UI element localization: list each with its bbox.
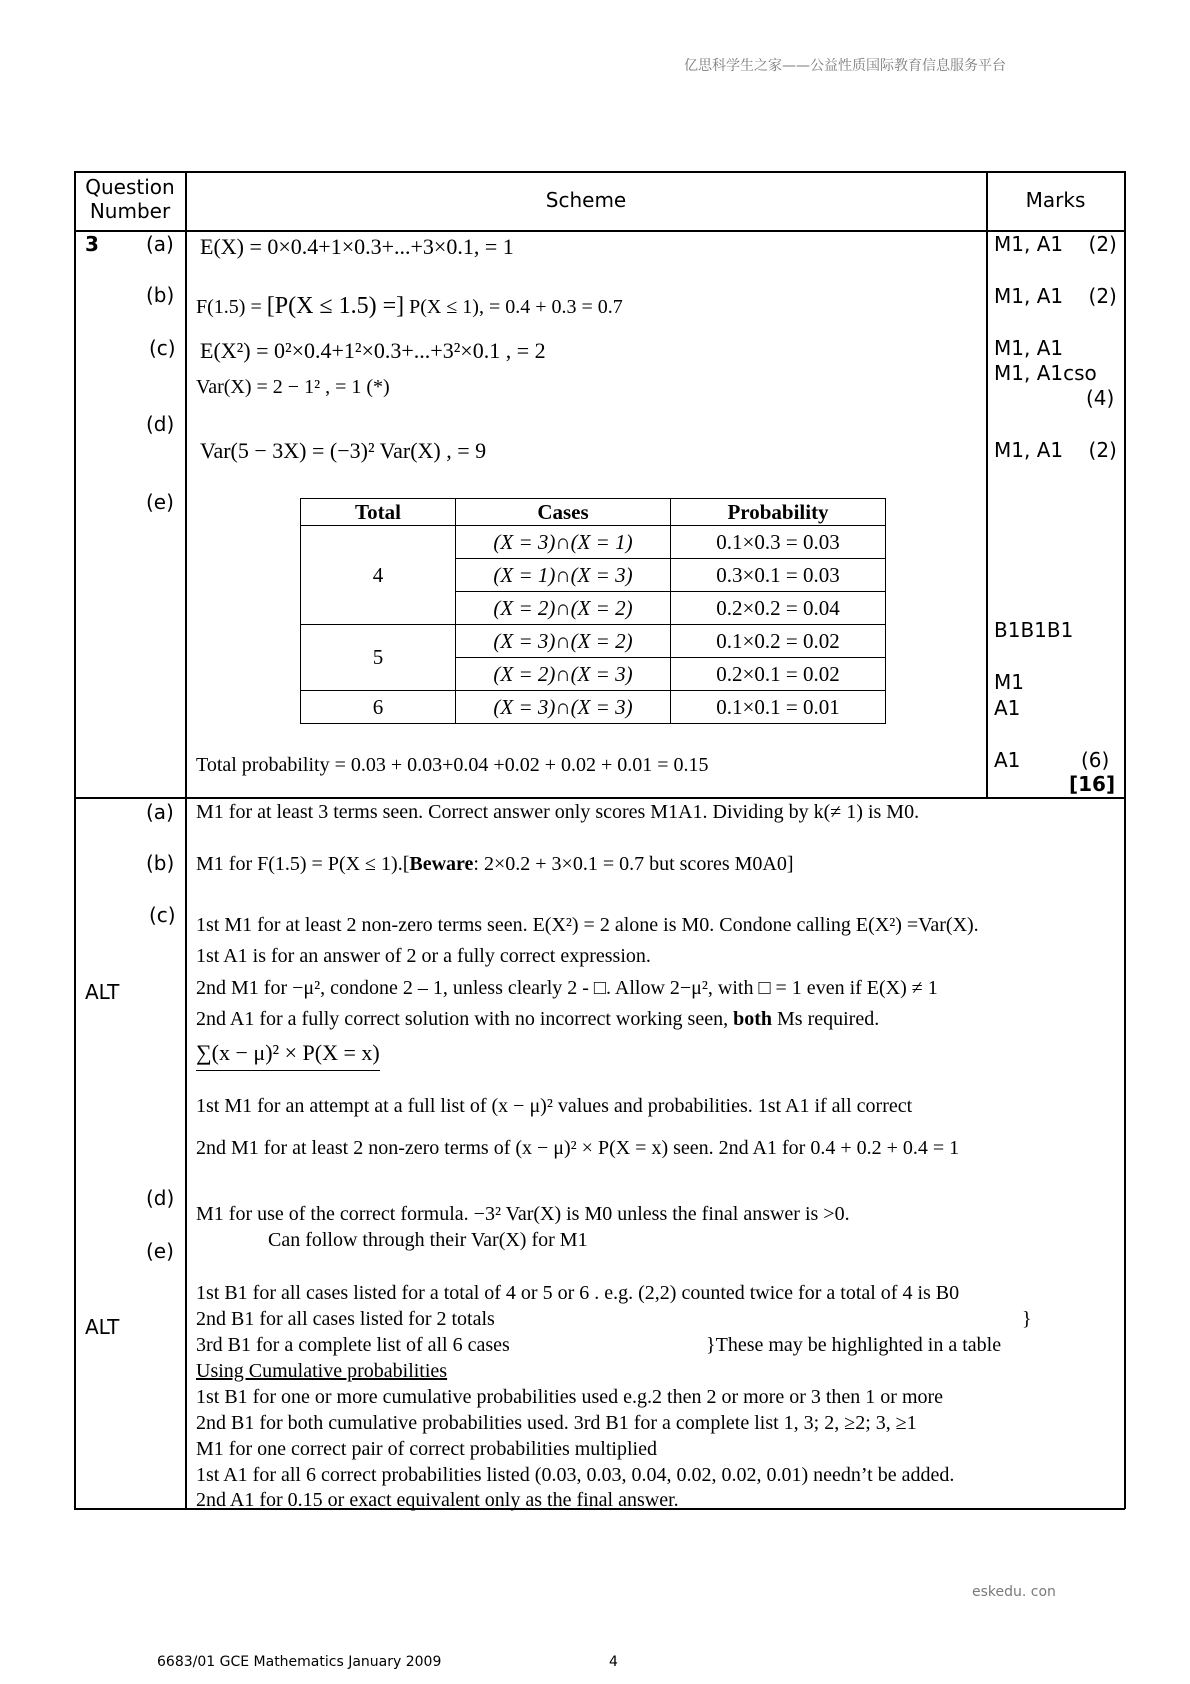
note-e5: 1st B1 for one or more cumulative probabilities used e.g.2 then 2 or more or 3 then 1 or more xyxy=(196,1386,944,1408)
footer-site: eskedu. con xyxy=(972,1584,1056,1600)
prob-case: (X = 3)∩(X = 3) xyxy=(456,691,671,724)
header-scheme: Scheme xyxy=(545,188,627,212)
note-b: M1 for F(1.5) = P(X ≤ 1).[Beware: 2×0.2 + 3×0.1 = 0.7 but scores M0A0] xyxy=(196,853,794,875)
note-c1: 1st M1 for at least 2 non-zero terms seen. E(X²) = 2 alone is M0. Condone calling E(X²) =Var(X). xyxy=(196,914,979,936)
note-e7: M1 for one correct pair of correct probabilities multiplied xyxy=(196,1438,657,1460)
table-border-right xyxy=(1124,171,1126,1509)
note-c4: 2nd A1 for a fully correct solution with no incorrect working seen, both Ms required. xyxy=(196,1008,880,1030)
table-row xyxy=(301,526,886,559)
marks-e1: B1B1B1 xyxy=(994,618,1074,642)
scheme-d: Var(5 − 3X) = (−3)² Var(X) , = 9 xyxy=(200,438,487,463)
note-c5: 1st M1 for an attempt at a full list of (x − μ)² values and probabilities. 1st A1 if all correct xyxy=(196,1095,913,1117)
note-e2-brace: } xyxy=(1022,1308,1032,1330)
table-divider-1 xyxy=(185,171,187,1509)
prob-value: 0.1×0.2 = 0.02 xyxy=(671,625,886,658)
alt-label-e: ALT xyxy=(85,1315,120,1339)
prob-case: (X = 1)∩(X = 3) xyxy=(456,559,671,592)
probability-table xyxy=(300,498,886,724)
prob-header-total: Total xyxy=(301,499,456,526)
note-d-label: (d) xyxy=(146,1186,175,1210)
marks-c2: M1, A1cso xyxy=(994,361,1097,385)
table-row xyxy=(301,499,886,526)
note-c-alt-formula: ∑(x − μ)² × P(X = x) xyxy=(196,1040,380,1071)
note-e4: Using Cumulative probabilities xyxy=(196,1360,448,1382)
note-a-label: (a) xyxy=(146,800,174,824)
note-c6: 2nd M1 for at least 2 non-zero terms of (x − μ)² × P(X = x) seen. 2nd A1 for 0.4 + 0.2 + 0.4 = 1 xyxy=(196,1137,960,1159)
note-a: M1 for at least 3 terms seen. Correct answer only scores M1A1. Dividing by k(≠ 1) is M0. xyxy=(196,801,920,823)
prob-case: (X = 3)∩(X = 1) xyxy=(456,526,671,559)
scheme-a: E(X) = 0×0.4+1×0.3+...+3×0.1, = 1 xyxy=(200,234,514,259)
marks-e2: M1 xyxy=(994,670,1024,694)
note-e9: 2nd A1 for 0.15 or exact equivalent only as the final answer. xyxy=(196,1489,679,1511)
note-e6: 2nd B1 for both cumulative probabilities used. 3rd B1 for a complete list 1, 3; 2, ≥2; 3, ≥1 xyxy=(196,1412,917,1434)
table-divider-2 xyxy=(986,171,988,798)
marks-b: M1, A1 (2) xyxy=(994,284,1117,308)
marks-e4-right: (6) xyxy=(1081,748,1110,772)
scheme-c-ex2: E(X²) = 0²×0.4+1²×0.3+...+3²×0.1 , = 2 xyxy=(200,338,546,363)
note-e3: 3rd B1 for a complete list of all 6 cases xyxy=(196,1334,510,1356)
note-e1: 1st B1 for all cases listed for a total of 4 or 5 or 6 . e.g. (2,2) counted twice for a total of 4 is B0 xyxy=(196,1282,960,1304)
marks-e3: A1 xyxy=(994,696,1021,720)
marks-a: M1, A1 (2) xyxy=(994,232,1117,256)
marks-e4-left: A1 xyxy=(994,748,1021,772)
prob-total: 5 xyxy=(301,625,456,691)
header-marks: Marks xyxy=(1025,188,1086,212)
prob-case: (X = 2)∩(X = 2) xyxy=(456,592,671,625)
footer-page-number: 4 xyxy=(609,1654,618,1670)
scheme-total-probability: Total probability = 0.03 + 0.03+0.04 +0.02 + 0.02 + 0.01 = 0.15 xyxy=(196,754,709,776)
prob-case: (X = 2)∩(X = 3) xyxy=(456,658,671,691)
table-row xyxy=(301,691,886,724)
header-question-number: Question Number xyxy=(85,175,175,223)
table-border-mid xyxy=(74,797,1125,799)
prob-total: 4 xyxy=(301,526,456,625)
part-e-label: (e) xyxy=(146,490,174,514)
prob-value: 0.1×0.1 = 0.01 xyxy=(671,691,886,724)
prob-case: (X = 3)∩(X = 2) xyxy=(456,625,671,658)
prob-header-probability: Probability xyxy=(671,499,886,526)
marks-d: M1, A1 (2) xyxy=(994,438,1117,462)
marks-c3: (4) xyxy=(1086,386,1115,410)
note-c-label: (c) xyxy=(149,903,176,927)
part-a-label: (a) xyxy=(146,232,174,256)
part-c-label: (c) xyxy=(149,336,176,360)
note-e8: 1st A1 for all 6 correct probabilities listed (0.03, 0.03, 0.04, 0.02, 0.02, 0.01) needn’t be added. xyxy=(196,1464,955,1486)
prob-value: 0.2×0.2 = 0.04 xyxy=(671,592,886,625)
marks-c1: M1, A1 xyxy=(994,336,1064,360)
prob-value: 0.3×0.1 = 0.03 xyxy=(671,559,886,592)
prob-total: 6 xyxy=(301,691,456,724)
table-row xyxy=(301,625,886,658)
note-c3: 2nd M1 for −μ², condone 2 – 1, unless clearly 2 - □. Allow 2−μ², with □ = 1 even if E(X) ≠ 1 xyxy=(196,977,938,999)
part-b-label: (b) xyxy=(146,283,175,307)
note-e2: 2nd B1 for all cases listed for 2 totals xyxy=(196,1308,495,1330)
note-b-label: (b) xyxy=(146,851,175,875)
note-e3-brace: }These may be highlighted in a table xyxy=(706,1334,1002,1356)
table-border-left xyxy=(74,171,76,1509)
scheme-c-var: Var(X) = 2 − 1² , = 1 (*) xyxy=(196,376,390,398)
alt-label-c: ALT xyxy=(85,980,120,1004)
site-header: 亿思科学生之家——公益性质国际教育信息服务平台 xyxy=(684,58,1006,74)
marks-total: [16] xyxy=(1069,772,1116,796)
scheme-b: F(1.5) = [P(X ≤ 1.5) =] P(X ≤ 1), = 0.4 + 0.3 = 0.7 xyxy=(196,293,623,319)
question-number: 3 xyxy=(85,232,99,256)
prob-value: 0.2×0.1 = 0.02 xyxy=(671,658,886,691)
note-d2: Can follow through their Var(X) for M1 xyxy=(268,1229,588,1251)
prob-value: 0.1×0.3 = 0.03 xyxy=(671,526,886,559)
part-d-label: (d) xyxy=(146,412,175,436)
note-d1: M1 for use of the correct formula. −3² Var(X) is M0 unless the final answer is >0. xyxy=(196,1203,850,1225)
footer-exam: 6683/01 GCE Mathematics January 2009 xyxy=(157,1654,442,1670)
table-border-top xyxy=(74,171,1125,173)
table-border-header-bottom xyxy=(74,230,1125,232)
note-c2: 1st A1 is for an answer of 2 or a fully correct expression. xyxy=(196,945,651,967)
prob-header-cases: Cases xyxy=(456,499,671,526)
note-e-label: (e) xyxy=(146,1239,174,1263)
